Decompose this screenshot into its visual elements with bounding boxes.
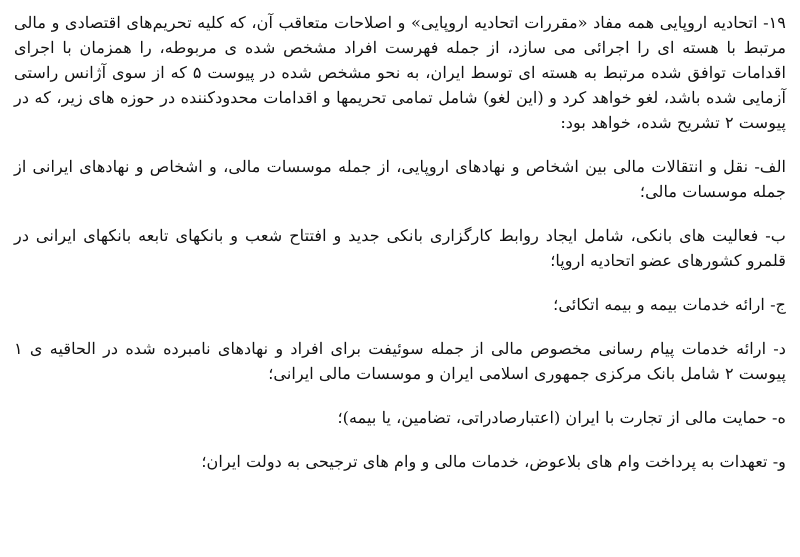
paragraph-gap (14, 135, 786, 154)
paragraph-gap (14, 204, 786, 223)
paragraph-gap (14, 273, 786, 292)
paragraph-item-jim: ج- ارائه خدمات بیمه و بیمه اتکائی؛ (553, 295, 786, 314)
paragraph-item-vav: و- تعهدات به پرداخت وام های بلاعوض، خدمات مالی و وام های ترجیحی به دولت ایران؛ (201, 452, 786, 471)
paragraph-gap (14, 386, 786, 405)
paragraph-article-19: ۱۹- اتحادیه اروپایی همه مفاد «مقررات اتحادیه اروپایی» و اصلاحات متعاقب آن، که کلیه تحریم‌های اقتصادی و مالی مرتبط با هسته ای را اجرائی می سازد، از جمله فهرست افراد مشخص شده ی مربوطه، را همزمان با اجرای اقدامات توافق شده مرتبط به هسته ای توسط ایران، به نحو مشخص شده در پیوست ۵ که از سوی آژانس راستی آزمایی شده باشد، لغو خواهد کرد و (این لغو) شامل تمامی تحریمها و اقدامات محدودکننده در حوزه های زیر، که در پیوست ۲ تشریح شده، خواهد بود: (14, 13, 787, 132)
paragraph-item-alef: الف- نقل و انتقالات مالی بین اشخاص و نهادهای اروپایی، از جمله موسسات مالی، و اشخاص و نهادهای ایرانی از جمله موسسات مالی؛ (14, 157, 786, 201)
paragraph-gap (14, 430, 786, 449)
paragraph-item-he: ه- حمایت مالی از تجارت با ایران (اعتبارصادراتی، تضامین، یا بیمه)؛ (337, 408, 786, 427)
paragraph-item-be: ب- فعالیت های بانکی، شامل ایجاد روابط کارگزاری بانکی جدید و افتتاح شعب و بانکهای تابعه بانکهای ایرانی در قلمرو کشورهای عضو اتحادیه اروپا؛ (14, 226, 786, 270)
paragraph-item-dal: د- ارائه خدمات پیام رسانی مخصوص مالی از جمله سوئیفت برای افراد و نهادهای نامبرده شده در الحاقیه ی ۱ پیوست ۲ شامل بانک مرکزی جمهوری اسلامی ایران و موسسات مالی ایرانی؛ (14, 339, 786, 383)
paragraph-gap (14, 317, 786, 336)
